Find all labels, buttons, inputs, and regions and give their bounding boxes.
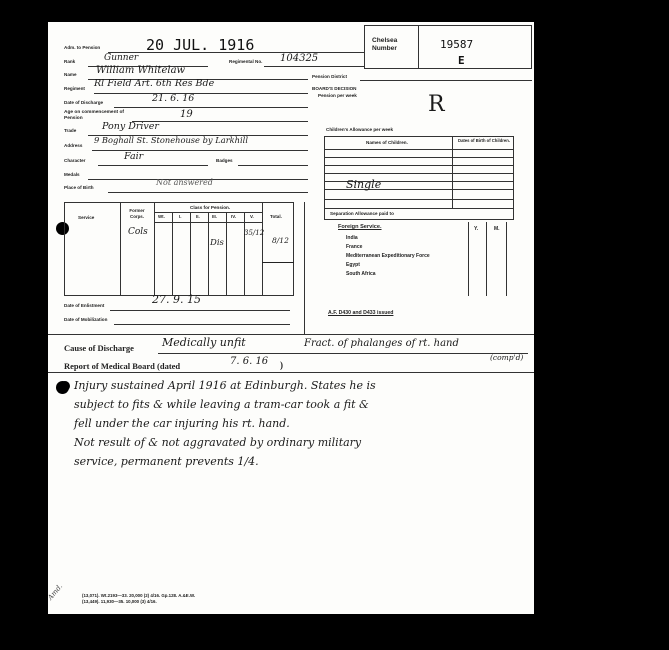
place-of-birth-value: Not answered: [156, 178, 213, 187]
fs-row-egypt: Egypt: [346, 262, 360, 268]
enlistment-value: 27. 9. 15: [152, 293, 201, 306]
entry-corps: Cols: [128, 227, 148, 237]
badges-label: Badges: [216, 158, 233, 163]
separation-label: Separation Allowance paid to: [330, 211, 394, 216]
fs-row-mef: Mediterranean Expeditionary Force: [346, 253, 430, 259]
total-label: Total.: [270, 214, 282, 219]
medical-board-label: Report of Medical Board (dated: [64, 361, 181, 371]
chelsea-letter: E: [458, 54, 465, 67]
pension-per-week-label: Pension per week: [318, 93, 357, 98]
fs-col-m: M.: [494, 226, 500, 232]
character-value: Fair: [124, 151, 144, 162]
entry-total: 8/12: [272, 236, 289, 245]
medals-label: Medals: [64, 172, 80, 177]
total-underline: [262, 262, 294, 263]
regiment-value: Rl Field Art. 6th Res Bde: [94, 78, 215, 89]
af-note: A.F. D430 and D433 issued: [328, 310, 394, 316]
report-line-3: fell under the car injuring his rt. hand.: [74, 417, 290, 430]
entry-class: Dis: [210, 238, 224, 248]
class-header-wt: Wt.: [158, 214, 165, 219]
decision-mark: R: [428, 92, 445, 117]
age-label: Age on commencement of Pension: [64, 110, 124, 121]
chelsea-number: 19587: [440, 38, 474, 51]
boards-decision-label: BOARD'S DECISION: [312, 86, 357, 91]
enlistment-label: Date of Enlistment: [64, 303, 105, 308]
fs-col-y: Y.: [474, 226, 479, 232]
class-header-3: III.: [212, 214, 217, 219]
age-value: 19: [180, 109, 193, 120]
report-line-2: subject to fits & while leaving a tram-car took a fit &: [74, 398, 369, 411]
discharge-date-value: 21. 6. 16: [152, 93, 195, 104]
medical-board-date: 7. 6. 16: [230, 356, 269, 367]
regimental-no-label: Regimental No.: [229, 59, 263, 64]
names-of-children-label: Names of Children.: [366, 140, 408, 145]
class-for-pension-label: Class for Pension.: [190, 205, 231, 210]
discharge-date-label: Date of Discharge: [64, 100, 104, 105]
margin-note: Amd.: [46, 582, 65, 602]
place-of-birth-label: Place of Birth: [64, 185, 94, 190]
entry-fraction: 35/12: [244, 229, 265, 237]
adm-label: Adm. to Pension: [64, 45, 101, 50]
print-line-1: (13,071). Wt.2193—33. 20,000 (2) 4/16. Gp.128. A.&E.W.: [82, 593, 196, 598]
character-label: Character: [64, 158, 86, 163]
report-line-4: Not result of & not aggravated by ordinary military: [74, 436, 362, 449]
trade-label: Trade: [64, 128, 77, 133]
medical-board-close: ): [280, 360, 283, 370]
class-header-1: I.: [179, 214, 182, 219]
class-header-5: V.: [250, 214, 254, 219]
chelsea-label: Chelsea Number: [372, 37, 398, 52]
bullet-dot: [60, 381, 70, 391]
mobilization-label: Date of Mobilization: [64, 317, 108, 322]
regiment-label: Regiment: [64, 86, 85, 91]
pension-record-card: [48, 22, 534, 614]
fs-row-south-africa: South Africa: [346, 271, 376, 277]
rank-label: Rank: [64, 59, 76, 64]
service-label: Service: [78, 215, 95, 220]
fs-row-india: India: [346, 235, 358, 241]
fs-row-france: France: [346, 244, 363, 250]
pension-district-label: Pension District: [312, 74, 347, 79]
class-header-2: II.: [196, 214, 200, 219]
former-corps-label: Former Corps.: [129, 208, 145, 219]
adm-date-stamp: 20 JUL. 1916: [146, 36, 255, 54]
name-value: William Whitelaw: [96, 65, 186, 76]
address-value: 9 Boghall St. Stonehouse by Larkhill: [94, 135, 248, 145]
cause-label: Cause of Discharge: [64, 343, 134, 353]
regimental-no-value: 104325: [280, 53, 319, 64]
cause-value-3: (comp'd): [490, 353, 524, 362]
name-label: Name: [64, 72, 77, 77]
cause-value: Medically unfit: [162, 336, 246, 349]
dates-of-birth-label: Dates of Birth of Children.: [458, 138, 510, 143]
report-line-1: Injury sustained April 1916 at Edinburgh. States he is: [74, 379, 376, 392]
print-line-2: (13,449). 11,930—35. 10,000 (3) 4/16.: [82, 599, 157, 604]
cause-value-2: Fract. of phalanges of rt. hand: [304, 338, 459, 349]
class-header-4: IV.: [231, 214, 236, 219]
children-entry: Single: [346, 178, 382, 191]
children-allowance-label: Children's Allowance per week: [326, 127, 394, 132]
rank-value: Gunner: [104, 53, 139, 63]
trade-value: Pony Driver: [102, 121, 159, 132]
address-label: Address: [64, 143, 83, 148]
foreign-service-title: Foreign Service.: [338, 224, 382, 230]
report-line-5: service, permanent prevents 1/4.: [74, 455, 259, 468]
